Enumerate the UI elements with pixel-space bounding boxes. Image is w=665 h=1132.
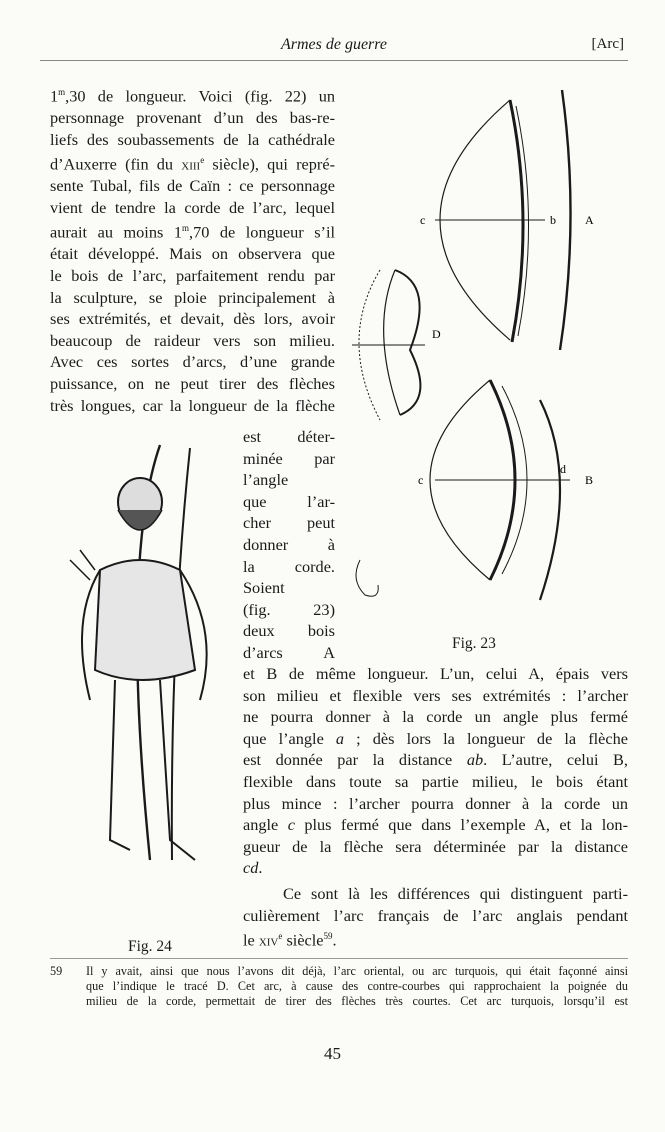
label-c-lower: c <box>418 473 424 487</box>
text-line: le xiv$^e$ siècle$^{59}$. <box>243 930 337 950</box>
text-line: puissance, on ne peut tirer des flèches <box>50 373 335 393</box>
text-line: liefs des soubassements de la cathédrale <box>50 129 335 149</box>
text-line: cher peut <box>243 513 335 533</box>
body-text-wide <box>243 663 628 879</box>
text-line: est donnée par la distance ab. L’autre, celui B, <box>243 750 628 770</box>
body-text-top <box>50 82 335 416</box>
running-title: Armes de guerre <box>280 36 388 53</box>
label-b: b <box>550 213 556 227</box>
fig24-archer-illustration <box>60 440 240 920</box>
label-d: d <box>560 462 566 476</box>
text-line: gueur de la flèche sera déterminée par la distance <box>243 836 628 856</box>
text-line: très longues, car la longueur de la flèche <box>50 395 335 415</box>
text-line: ne pourra donner à la corde un angle plus fermé <box>243 707 628 727</box>
text-line: minée par <box>243 448 335 468</box>
text-line: sente Tubal, fils de Caïn : ce personnage <box>50 176 335 196</box>
text-line: le bois de l’arc, parfaitement rendu par <box>50 266 335 286</box>
section-label: [Arc] <box>591 36 624 52</box>
fig24-caption: Fig. 24 <box>128 938 172 955</box>
text-line: donner à <box>243 534 335 554</box>
text-line: personnage provenant d’un des bas-re- <box>50 108 335 128</box>
footnote-line: que l’indique le tracé D. Cet arc, à cause des contre-courbes qui rapprochaient la poignée du <box>86 979 628 993</box>
footnote-line: milieu de la corde, permettait de tirer des flèches très courtes. Cet arc turquois, lorsqu’il est <box>86 994 628 1008</box>
text-line: ses extrémités, et devait, dès lors, avoir <box>50 309 335 329</box>
text-line: l’angle <box>243 470 289 490</box>
footnote-text <box>86 964 628 1009</box>
text-line: culièrement l’arc français de l’arc anglais pendant <box>243 905 628 925</box>
label-bow-a: A <box>585 213 594 227</box>
text-line: son milieu et flexible vers ses extrémités : l’archer <box>243 685 628 705</box>
running-header <box>40 32 628 61</box>
paragraph-2 <box>243 883 628 951</box>
label-c-upper: c <box>420 213 426 227</box>
text-line: d’Auxerre (fin du xiii$^e$ siècle), qui repré- <box>50 154 335 174</box>
text-line: vient de tendre la corde de l’arc, lequel <box>50 197 335 217</box>
footnote-number: 59 <box>50 964 63 978</box>
text-line: que l’angle a ; dès lors la longueur de la flèche <box>243 728 629 748</box>
text-line: était développé. Mais on observera que <box>50 244 335 264</box>
label-bow-b: B <box>585 473 594 487</box>
text-line: est déter- <box>243 427 335 446</box>
text-line: (fig. 23) <box>243 599 335 619</box>
text-line: aurait au moins 1$^m$,70 de longueur s’il <box>50 222 335 242</box>
text-line: la sculpture, se ploie principalement à <box>50 287 335 307</box>
footnote-line: Il y avait, ainsi que nous l’avons dit déjà, l’arc oriental, ou arc turquois, qui était façonné ainsi <box>86 964 628 978</box>
text-line: Soient <box>243 578 285 598</box>
text-line: que l’ar- <box>243 491 335 511</box>
fig23-bows-diagram <box>340 80 640 640</box>
fig23-caption: Fig. 23 <box>452 635 496 652</box>
label-bow-d: D <box>432 327 441 341</box>
text-line: deux bois <box>243 621 335 641</box>
footnote-rule <box>50 958 628 959</box>
text-line: 1$^m$,30 de longueur. Voici (fig. 22) un <box>50 86 335 106</box>
hand-sketch <box>356 560 378 596</box>
text-line: plus mince : l’archer pourra donner à la corde un <box>243 793 628 813</box>
body-text-narrow <box>243 426 335 664</box>
text-line: la corde. <box>243 556 335 576</box>
text-line: beaucoup de raideur vers son milieu. <box>50 330 335 350</box>
text-line: d’arcs A <box>243 642 335 662</box>
text-line: cd. <box>243 858 263 878</box>
text-line: angle c plus fermé que dans l’exemple A, et la lon- <box>243 815 628 835</box>
text-line: flexible dans toute sa partie milieu, le bois étant <box>243 771 628 791</box>
text-line: Avec ces sortes d’arcs, d’une grande <box>50 352 335 372</box>
text-line: et B de même longueur. L’un, celui A, épais vers <box>243 664 628 683</box>
text-line: Ce sont là les différences qui distinguent parti- <box>283 884 628 903</box>
page-number: 45 <box>324 1044 341 1063</box>
